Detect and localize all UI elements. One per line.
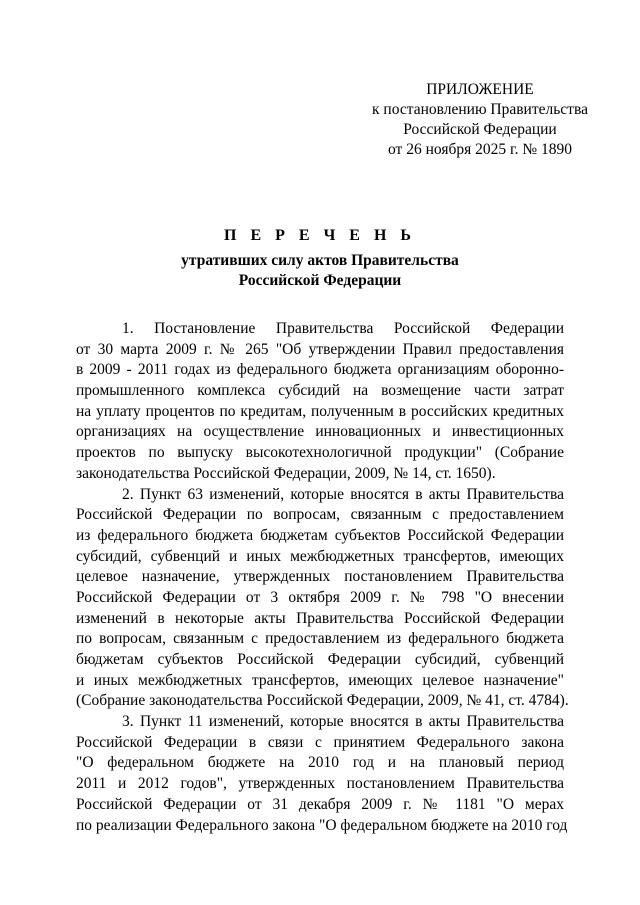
text-line: проектов по выпуску высокотехнологичной продукции" (Собрание [76,444,564,462]
text-line: Российской Федерации по вопросам, связанным с предоставлением [76,506,564,524]
text-line: 2. Пункт 63 изменений, которые вносятся в акты Правительства [122,485,564,503]
text-line: изменений в некоторые акты Правительства Российской Федерации [76,609,564,627]
text-line: (Собрание законодательства Российской Федерации, 2009, № 41, ст. 4784). [76,692,569,710]
text-line: законодательства Российской Федерации, 2009, № 14, ст. 1650). [76,464,496,482]
text-line: 3. Пункт 11 изменений, которые вносятся в акты Правительства [122,713,564,731]
text-line: по вопросам, связанным с предоставлением из федерального бюджета [76,630,564,648]
text-line: 1. Постановление Правительства Российской Федерации [122,320,564,337]
appendix-line: Российской Федерации [403,121,557,138]
paragraph-3 [76,712,568,836]
document-title: П Е Р Е Ч Е Н Ь [224,227,416,244]
appendix-date-number: от 26 ноября 2025 г. № 1890 [388,141,572,158]
text-line: по реализации Федерального закона "О федеральном бюджете на 2010 год [76,816,568,834]
document-subtitle [0,251,640,291]
appendix-line: к постановлению Правительства [372,101,588,118]
document-body [76,319,569,836]
text-line: Российской Федерации от 3 октября 2009 г. № 798 "О внесении [76,588,564,606]
text-line: бюджетам субъектов Российской Федерации субсидий, субвенций [76,651,564,668]
text-line: на уплату процентов по кредитам, полученным в российских кредитных [76,402,564,420]
subtitle-line: утративших силу актов Правительства [181,252,459,269]
text-line: субсидий, субвенций и иных межбюджетных трансфертов, имеющих [76,547,564,565]
text-line: Российской Федерации в связи с принятием Федерального закона [76,733,564,751]
paragraph-2 [76,485,569,713]
text-line: организациях на осуществление инновационных и инвестиционных [76,423,564,441]
text-line: от 30 марта 2009 г. № 265 "Об утверждении Правил предоставления [76,340,564,358]
text-line: промышленного комплекса субсидий на возмещение части затрат [76,382,564,400]
appendix-title: ПРИЛОЖЕНИЕ [426,81,534,98]
text-line: целевое назначение, утвержденных постановлением Правительства [76,568,564,586]
text-line: и иных межбюджетных трансфертов, имеющих целевое назначение" [76,671,564,689]
text-line: "О федеральном бюджете на 2010 год и на плановый период [76,754,564,772]
text-line: Российской Федерации от 31 декабря 2009 г. № 1181 "О мерах [76,795,564,813]
text-line: 2011 и 2012 годов", утвержденных постановлением Правительства [76,775,564,793]
text-line: в 2009 - 2011 годах из федерального бюджета организациям оборонно- [76,361,564,379]
paragraph-1 [76,319,564,485]
appendix-header [340,80,620,160]
subtitle-line: Российской Федерации [238,272,402,289]
text-line: из федерального бюджета бюджетам субъектов Российской Федерации [76,526,564,544]
